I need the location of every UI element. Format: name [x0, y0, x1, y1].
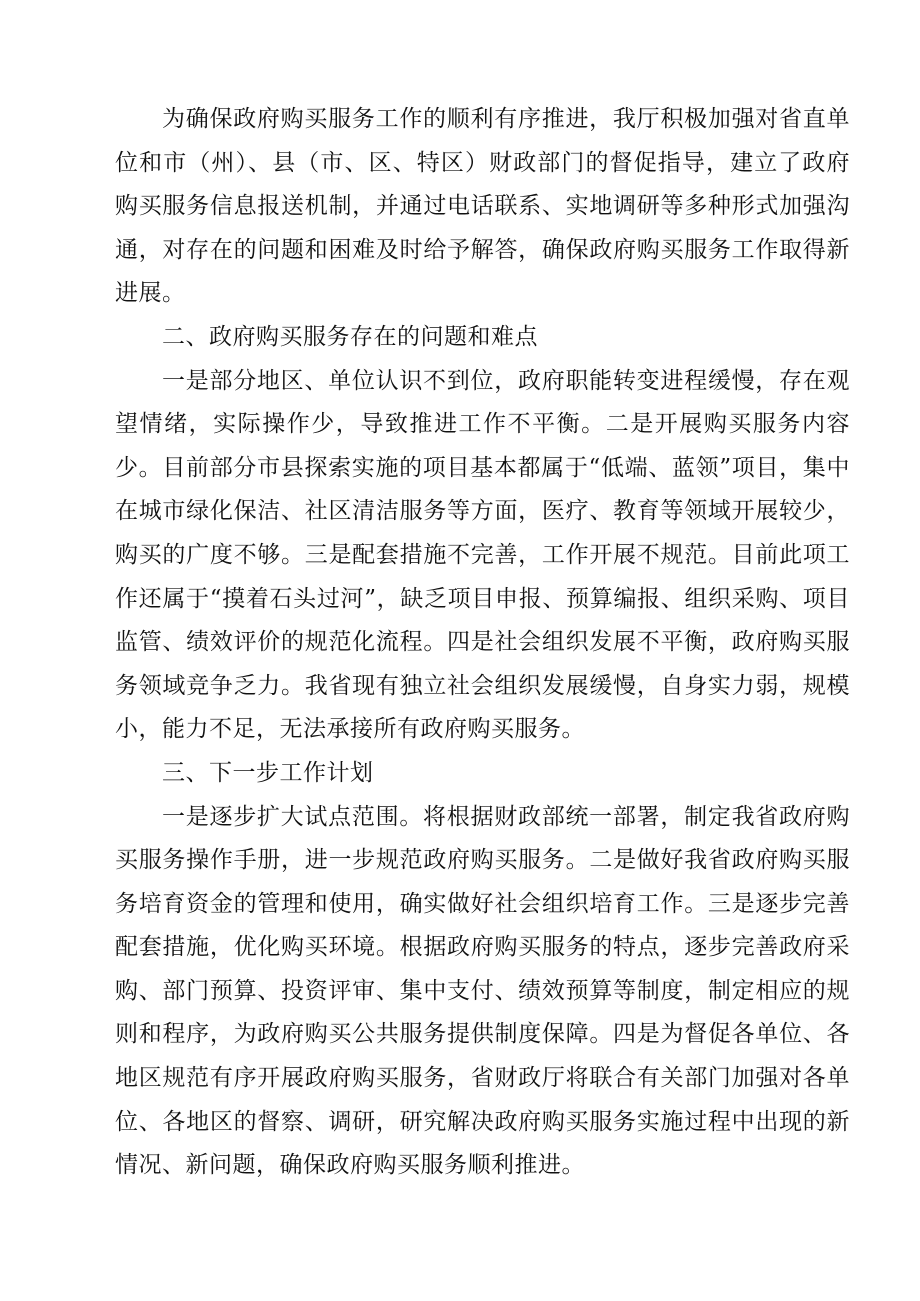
- section-heading-problems: 二、政府购买服务存在的问题和难点: [162, 323, 538, 350]
- paragraph-problems: 一是部分地区、单位认识不到位，政府职能转变进程缓慢，存在观望情绪，实际操作少，导致推进工作不平衡。二是开展购买服务内容少。目前部分市县探索实施的项目基本都属于“低端、蓝领”项目，集中在城市绿化保洁、社区清洁服务等方面，医疗、教育等领域开展较少，购买的广度不够。三是配套措施不完善，工作开展不规范。目前此项工作还属于“摸着石头过河”，缺乏项目申报、预算编报、组织采购、项目监管、绩效评价的规范化流程。四是社会组织发展不平衡，政府购买服务领域竞争乏力。我省现有独立社会组织发展缓慢，自身实力弱，规模小，能力不足，无法承接所有政府购买服务。: [115, 367, 850, 743]
- paragraph-oversight: 为确保政府购买服务工作的顺利有序推进，我厅积极加强对省直单位和市（州）、县（市、区、特区）财政部门的督促指导，建立了政府购买服务信息报送机制，并通过电话联系、实地调研等多种形式加强沟通，对存在的问题和困难及时给予解答，确保政府购买服务工作取得新进展。: [115, 106, 850, 307]
- paragraph-next-steps: 一是逐步扩大试点范围。将根据财政部统一部署，制定我省政府购买服务操作手册，进一步规范政府购买服务。二是做好我省政府购买服务培育资金的管理和使用，确实做好社会组织培育工作。三是逐步完善配套措施，优化购买环境。根据政府购买服务的特点，逐步完善政府采购、部门预算、投资评审、集中支付、绩效预算等制度，制定相应的规则和程序，为政府购买公共服务提供制度保障。四是为督促各单位、各地区规范有序开展政府购买服务，省财政厅将联合有关部门加强对各单位、各地区的督察、调研，研究解决政府购买服务实施过程中出现的新情况、新问题，确保政府购买服务顺利推进。: [115, 803, 850, 1179]
- document-body: [115, 98, 850, 1188]
- section-heading-next-steps: 三、下一步工作计划: [162, 759, 374, 786]
